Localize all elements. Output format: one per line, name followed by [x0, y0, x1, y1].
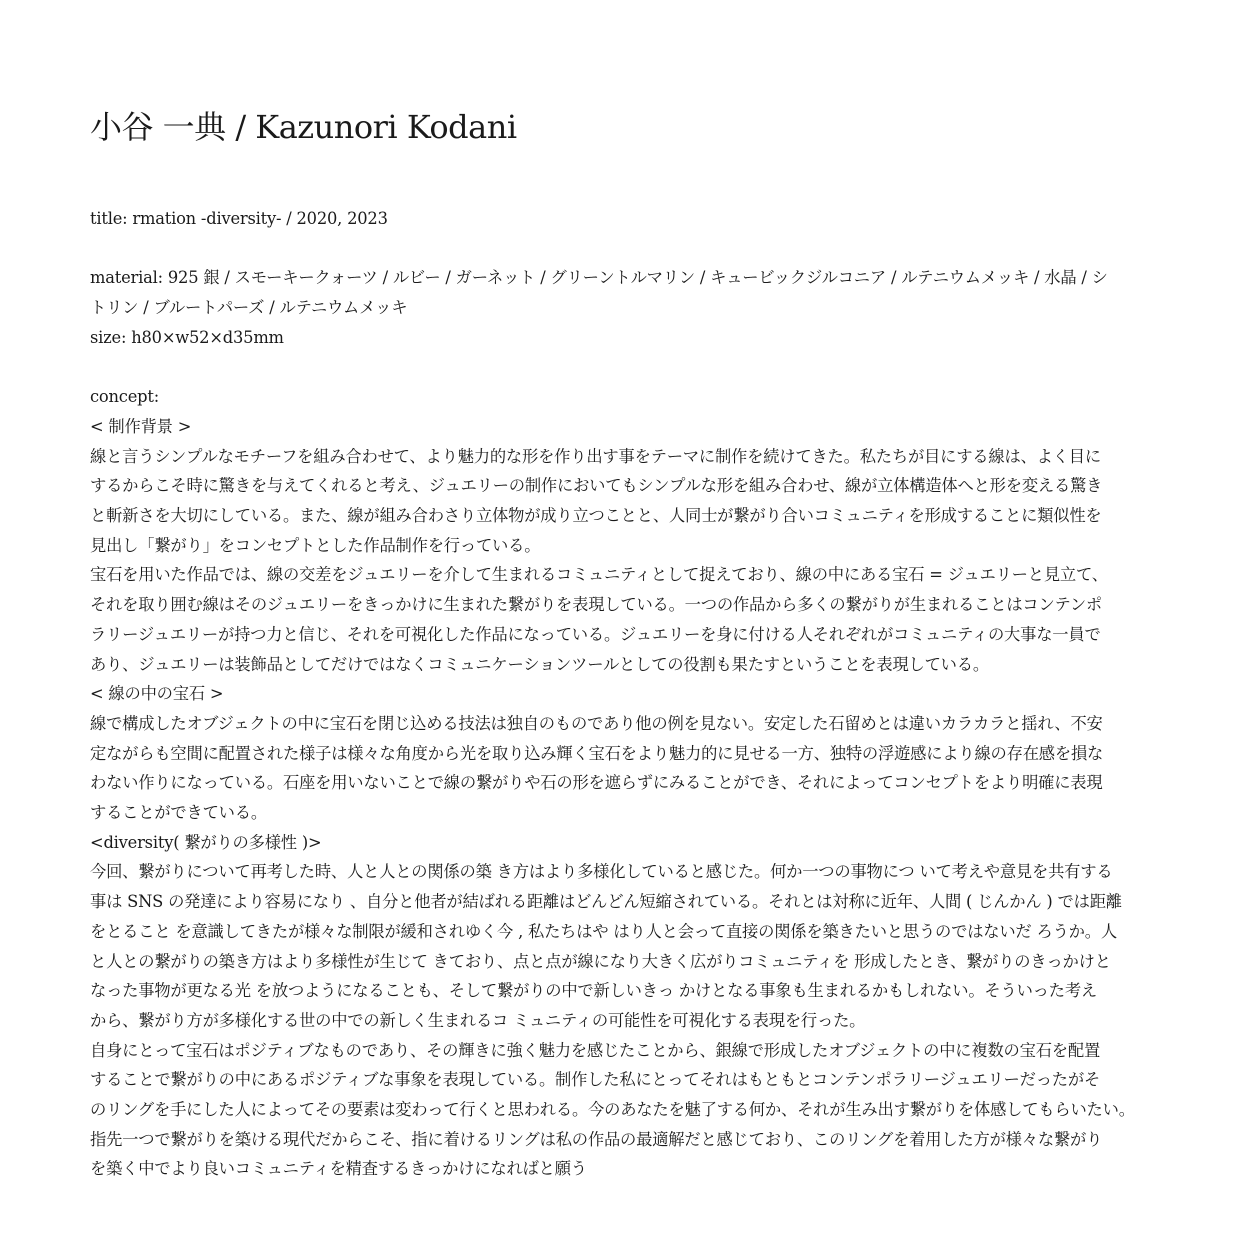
paragraph-line: 今回、繋がりについて再考した時、人と人との関係の築 き方はより多様化していると感じた。何か一つの事物につ いて考えや意見を共有する: [90, 862, 1113, 882]
paragraph-line: 線で構成したオブジェクトの中に宝石を閉じ込める技法は独自のものであり他の例を見ない。安定した石留めとは違いカラカラと揺れ、不安: [90, 713, 1103, 733]
title-line: title: rmation -diversity- / 2020, 2023: [90, 209, 388, 228]
paragraph-diversity-1: [90, 857, 1176, 1035]
material-line-1: material: 925 銀 / スモーキークォーツ / ルビー / ガーネット / グリーントルマリン / キュービックジルコニア / ルテニウムメッキ / 水晶 / シ: [90, 268, 1108, 288]
paragraph-background-1: [90, 442, 1176, 561]
paragraph-line: と人との繋がりの築き方はより多様性が生じて きており、点と点が線になり大きく広がりコミュニティを 形成したとき、繋がりのきっかけと: [90, 951, 1111, 971]
paragraph-line: 指先一つで繋がりを築ける現代だからこそ、指に着けるリングは私の作品の最適解だと感じており、このリングを着用した方が様々な繋がり: [90, 1129, 1103, 1149]
material-line-2: トリン / ブルートパーズ / ルテニウムメッキ: [90, 298, 408, 318]
paragraph-line: のリングを手にした人によってその要素は変わって行くと思われる。今のあなたを魅了する何か、それが生み出す繋がりを体感してもらいたい。: [90, 1100, 1135, 1120]
paragraph-line: ラリージュエリーが持つ力と信じ、それを可視化した作品になっている。ジュエリーを身に付ける人それぞれがコミュニティの大事な一員で: [90, 624, 1101, 644]
paragraph-diversity-2: [90, 1036, 1176, 1185]
paragraph-line: 見出し「繋がり」をコンセプトとした作品制作を行っている。: [90, 535, 541, 555]
paragraph-line: するからこそ時に驚きを与えてくれると考え、ジュエリーの制作においてもシンプルな形を組み合わせ、線が立体構造体へと形を変える驚き: [90, 476, 1103, 496]
paragraph-line: から、繋がり方が多様化する世の中での新しく生まれるコ ミュニティの可能性を可視化する表現を行った。: [90, 1010, 866, 1030]
page-title: 小谷 一典 / Kazunori Kodani: [90, 108, 517, 146]
section-heading-background: < 制作背景 >: [90, 416, 192, 436]
paragraph-line: をとること を意識してきたが様々な制限が緩和されゆく今 , 私たちはや はり人と会って直接の関係を築きたいと思うのではないだ ろうか。人: [90, 921, 1117, 941]
paragraph-line: と斬新さを大切にしている。また、線が組み合わさり立体物が成り立つことと、人同士が繋がり合いコミュニティを形成することに類似性を: [90, 506, 1102, 525]
paragraph-gems-in-lines: [90, 709, 1176, 828]
paragraph-line: 定ながらも空間に配置された様子は様々な角度から光を取り込み輝く宝石をより魅力的に見せる一方、独特の浮遊感により線の存在感を損な: [90, 743, 1104, 763]
paragraph-line: することで繋がりの中にあるポジティブな事象を表現している。制作した私にとってそれはもともとコンテンポラリージュエリーだったがそ: [90, 1070, 1101, 1090]
paragraph-line: 自身にとって宝石はポジティブなものであり、その輝きに強く魅力を感じたことから、銀線で形成したオブジェクトの中に複数の宝石を配置: [90, 1040, 1101, 1060]
section-heading-diversity: <diversity( 繋がりの多様性 )>: [90, 832, 322, 852]
paragraph-line: することができている。: [90, 803, 267, 823]
paragraph-line: わない作りになっている。石座を用いないことで線の繋がりや石の形を遮らずにみることができ、それによってコンセプトをより明確に表現: [90, 773, 1103, 793]
paragraph-line: 事は SNS の発達により容易になり 、自分と他者が結ばれる距離はどんどん短縮されている。それとは対称に近年、人間 ( じんかん ) では距離: [90, 892, 1122, 912]
size-line: size: h80×w52×d35mm: [90, 327, 284, 347]
paragraph-line: あり、ジュエリーは装飾品としてだけではなくコミュニケーションツールとしての役割も果たすということを表現している。: [90, 654, 989, 674]
concept-label: concept:: [90, 387, 160, 407]
paragraph-line: なった事物が更なる光 を放つようになることも、そして繋がりの中で新しいきっ かけとなる事象も生まれるかもしれない。そういった考え: [90, 981, 1097, 1001]
paragraph-line: 線と言うシンプルなモチーフを組み合わせて、より魅力的な形を作り出す事をテーマに制作を続けてきた。私たちが目にする線は、よく目に: [90, 446, 1101, 466]
section-heading-gems-in-lines: < 線の中の宝石 >: [90, 684, 224, 704]
spacer: [90, 234, 1176, 264]
paragraph-background-2: [90, 560, 1176, 679]
spacer: [90, 353, 1176, 383]
paragraph-line: を築く中でより良いコミュニティを精査するきっかけになればと願う: [90, 1159, 587, 1179]
statement-body: [90, 204, 1176, 1184]
paragraph-line: 宝石を用いた作品では、線の交差をジュエリーを介して生まれるコミュニティとして捉えており、線の中にある宝石 = ジュエリーと見立て、: [90, 565, 1108, 585]
paragraph-line: それを取り囲む線はそのジュエリーをきっかけに生まれた繋がりを表現している。一つの作品から多くの繋がりが生まれることはコンテンポ: [90, 595, 1102, 615]
